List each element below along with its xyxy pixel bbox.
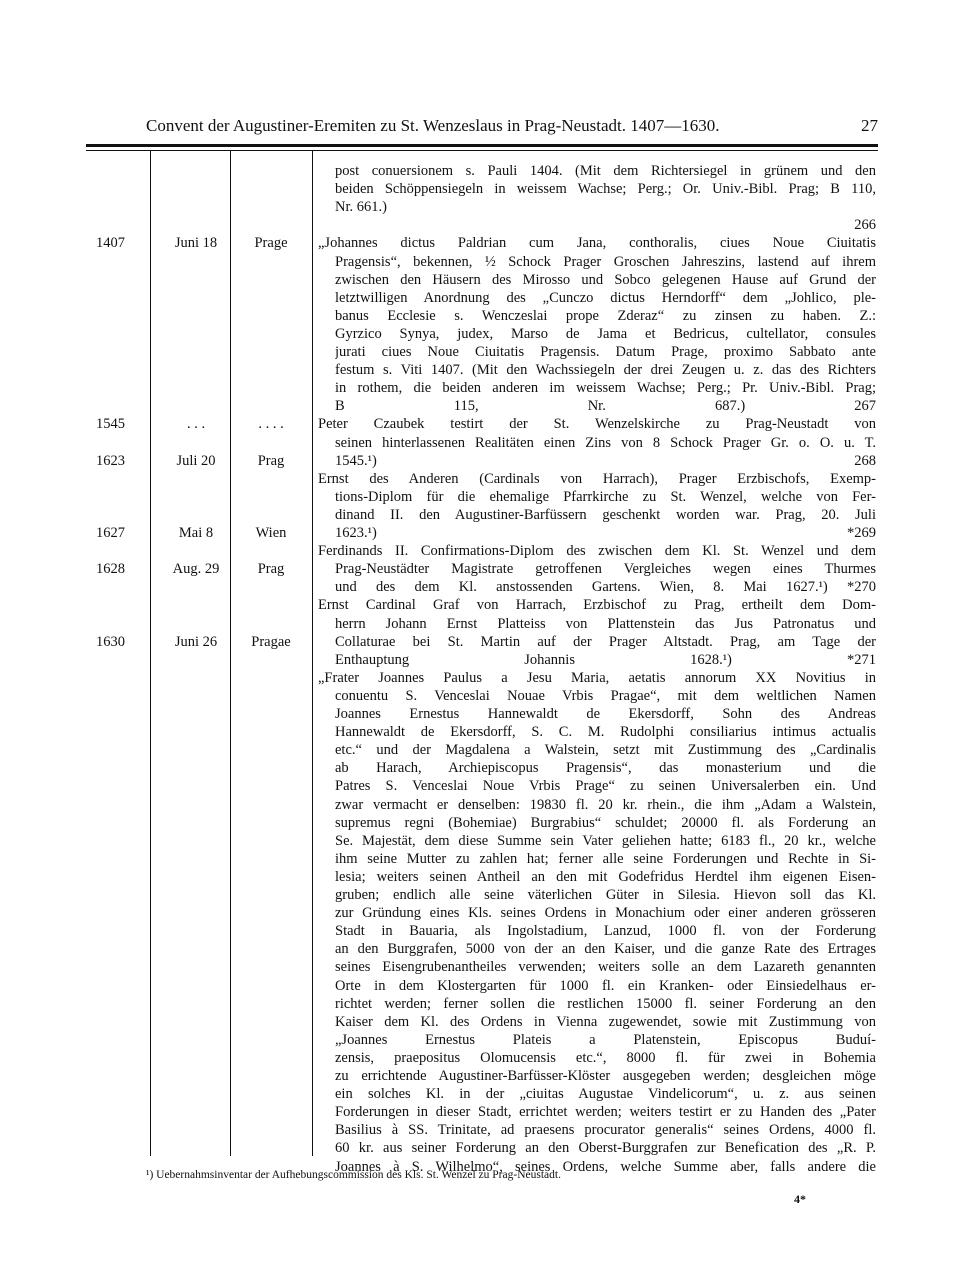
body-text-line: „Joannes Ernestus Plateis a Platenstein, Episcopus Buduí-	[335, 1031, 876, 1048]
entry-date: Juni 26	[174, 633, 218, 650]
body-text-line: Stadt in Bauaria, als Ingolstadium, Lanzud, 1000 fl. von der Forderung	[335, 923, 876, 940]
entry-place: Pragae	[251, 633, 291, 650]
body-text-line: 60 kr. aus seiner Forderung an den Oberst-Burggrafen zur Benefication des „R. P.	[335, 1140, 876, 1157]
body-text-line: Kaiser dem Kl. des Ordens in Vienna zugewendet, sowie mit Zustimmung von	[335, 1013, 876, 1030]
entry-date: Aug. 29	[172, 561, 220, 578]
body-text-line: zwar vermacht er denselben: 19830 fl. 20 kr. rhein., die ihm „Adam a Walstein,	[335, 796, 876, 813]
entry-date: . . .	[186, 416, 206, 433]
entry-place: Wien	[255, 525, 287, 541]
body-text-line: letztwilligen Anordnung des „Cunczo dictus Herndorff“ dem „Johlico, ple-	[335, 289, 876, 306]
body-text-line: 1545.¹) 268	[335, 452, 876, 469]
header-rule-thick	[86, 144, 878, 147]
signature-mark: 4*	[794, 1192, 806, 1206]
body-text-line: herrn Johann Ernst Platteiss von Plattenstein das Jus Patronatus und	[335, 615, 876, 632]
body-text-line: banus Ecclesie s. Wenczeslai prope Zderaz“ zu zinsen zu haben. Z.:	[335, 307, 876, 324]
body-text-line: Collaturae bei St. Martin auf der Prager Altstadt. Prag, am Tage der	[335, 633, 876, 650]
page-header	[146, 116, 878, 138]
body-text-line: festum s. Viti 1407. (Mit den Wachssiegeln der drei Zeugen u. z. das des Richters	[335, 362, 876, 379]
body-text-line: Patres S. Venceslai Noue Vrbis Prage“ zu seinen Universalerben ein. Und	[335, 778, 876, 795]
body-text-line: Enthauptung Johannis 1628.¹) *271	[335, 651, 876, 668]
column-divider-place-text	[312, 151, 313, 1156]
body-text-line: seinen hinterlassenen Realitäten einen Zins von 8 Schock Prager Gr. o. O. u. T.	[335, 434, 876, 451]
page-number: 27	[861, 116, 878, 135]
running-title: Convent der Augustiner-Eremiten zu St. Wenzeslaus in Prag-Neustadt. 1407—1630.	[146, 116, 720, 135]
entry-date: Juli 20	[176, 452, 216, 469]
body-text-line: tions-Diplom für die ehemalige Pfarrkirche zu St. Wenzel, welche von Fer-	[335, 488, 876, 505]
body-text-line: jurati ciues Noue Ciuitatis Pragensis. Datum Prage, proximo Sabbato ante	[335, 344, 876, 360]
body-text-line: Hannewaldt de Ekersdorff, S. C. M. Rudolphi consiliarius intimus actualis	[335, 724, 876, 741]
entry-place: . . . .	[258, 416, 284, 433]
body-text-line: Forderungen in dieser Stadt, errichtet werden; weiters testirt er zu Handen des „Pater	[335, 1104, 876, 1121]
body-text-line: und des dem Kl. anstossenden Gartens. Wien, 8. Mai 1627.¹) *270	[335, 579, 876, 596]
body-text-line: Ernst Cardinal Graf von Harrach, Erzbischof zu Prag, ertheilt dem Dom-	[318, 597, 876, 614]
body-text-line: „Johannes dictus Paldrian cum Jana, conthoralis, ciues Noue Ciuitatis	[318, 235, 876, 252]
entry-date: Juni 18	[174, 235, 218, 252]
body-text-line: dinand II. den Augustiner-Barfüssern geschenkt worden war. Prag, 20. Juli	[335, 506, 876, 523]
entry-year: 1623	[96, 452, 125, 469]
entry-year: 1630	[96, 633, 125, 650]
entry-place: Prag	[257, 452, 285, 469]
body-text-line: Basilius à SS. Trinitate, ad praesens procurator generalis“ seines Ordens, 4000 fl.	[335, 1122, 876, 1139]
body-text-line: Se. Majestät, dem diese Summe sein Vater geliehen hatte; 6183 fl., 20 kr., welche	[335, 832, 876, 849]
body-text-line: Peter Czaubek testirt der St. Wenzelskirche zu Prag-Neustadt von	[318, 416, 876, 433]
body-text-line: in rothem, die beiden anderen im weissem Wachse; Perg.; Pr. Univ.-Bibl. Prag;	[335, 380, 876, 397]
entry-year: 1628	[96, 561, 125, 578]
body-text-line: Ernst des Anderen (Cardinals von Harrach), Prager Erzbischofs, Exemp-	[318, 470, 876, 487]
body-text-line: supremus regni (Bohemiae) Burgrabius“ schuldet; 20000 fl. als Forderung an	[335, 814, 876, 831]
body-text-line: Joannes Ernestus Hannewaldt de Ekersdorff, Sohn des Andreas	[335, 706, 876, 722]
body-text-line: Ferdinands II. Confirmations-Diplom des zwischen dem Kl. St. Wenzel und dem	[318, 543, 876, 560]
entry-year: 1627	[96, 525, 125, 541]
body-text-line: ihm seine Mutter zu zahlen hat; ferner alle seine Forderungen und Rechte in Si-	[335, 850, 876, 867]
body-text-line: zensis, praepositus Olomucensis etc.“, 8000 fl. für zwei in Bohemia	[335, 1049, 876, 1066]
body-text-line: 266	[854, 217, 876, 234]
entry-date: Mai 8	[178, 525, 214, 541]
body-text-line: post conuersionem s. Pauli 1404. (Mit dem Richtersiegel in grünem und den	[335, 163, 876, 179]
body-text-line: Gyrzico Synya, judex, Marso de Jama et Bedricus, cultellator, consules	[335, 325, 876, 342]
body-text-line: Orte in dem Klostergarten für 1000 fl. ein Kranken- oder Einsiedelhaus er-	[335, 977, 876, 994]
body-text-line: zwischen den Häusern des Mirosso und Sobco gelegenen Hause auf Grund der	[335, 271, 876, 288]
body-text-line: gruben; endlich alle seine väterlichen Güter in Silesia. Hievon soll das Kl.	[335, 887, 876, 903]
body-text-line: conuentu S. Venceslai Nouae Vrbis Pragae“, mit dem weltlichen Namen	[335, 687, 876, 704]
body-text-line: Nr. 661.)	[335, 199, 387, 216]
entry-year: 1545	[96, 416, 125, 433]
body-text-line: lesia; weiters seinen Antheil an den mit Godefridus Herdtel ihm eigenen Eisen-	[335, 868, 876, 885]
column-divider-date-place	[230, 151, 231, 1156]
body-text-line: beiden Schöppensiegeln in weissem Wachse; Perg.; Or. Univ.-Bibl. Prag; B 110,	[335, 181, 876, 198]
body-text-line: etc.“ und der Magdalena a Walstein, setzt mit Zustimmung des „Cardinalis	[335, 742, 876, 759]
body-text-line: ein solches Kl. in der „ciuitas Augustae Vindelicorum“, u. z. aus seinen	[335, 1086, 876, 1103]
entry-place: Prage	[254, 235, 288, 252]
body-text-line: „Frater Joannes Paulus a Jesu Maria, aetatis annorum XX Novitius in	[318, 669, 876, 686]
body-text-line: richtet werden; ferner sollen die restlichen 15000 fl. seiner Forderung an den	[335, 995, 876, 1012]
footnote: ¹) Uebernahmsinventar der Aufhebungscommission des Kls. St. Wenzel zu Prag-Neustadt.	[146, 1169, 561, 1181]
body-text-line: ab Harach, Archiepiscopus Pragensis“, das monasterium und die	[335, 760, 876, 777]
column-divider-year-date	[150, 151, 151, 1156]
body-text-line: Prag-Neustädter Magistrate getroffenen Vergleiches wegen eines Thurmes	[335, 561, 876, 578]
body-text-line: B 115, Nr. 687.) 267	[335, 398, 876, 415]
body-text-line: seines Eisengrubenantheiles verwenden; weiters solle an dem Lazareth genannten	[335, 959, 876, 976]
body-text-line: zur Gründung eines Kls. seines Ordens in Monachium oder einer anderen grösseren	[335, 905, 876, 922]
body-text-line: Joannes à S. Wilhelmo“, seines Ordens, welche Summe aber, falls andere die	[335, 1158, 876, 1175]
body-text-line: 1623.¹) *269	[335, 525, 876, 541]
body-text-line: zu errichtende Augustiner-Barfüsser-Klöster ausgegeben werden; desgleichen möge	[335, 1068, 876, 1084]
header-rule-thin	[86, 150, 878, 151]
body-text-line: Pragensis“, bekennen, ½ Schock Prager Groschen Jahreszins, lastend auf ihrem	[335, 253, 876, 270]
body-text-line: an den Burggrafen, 5000 von der an den Kaiser, und die ganze Rate des Ertrages	[335, 941, 876, 958]
entry-place: Prag	[257, 561, 285, 578]
entry-year: 1407	[96, 235, 125, 252]
